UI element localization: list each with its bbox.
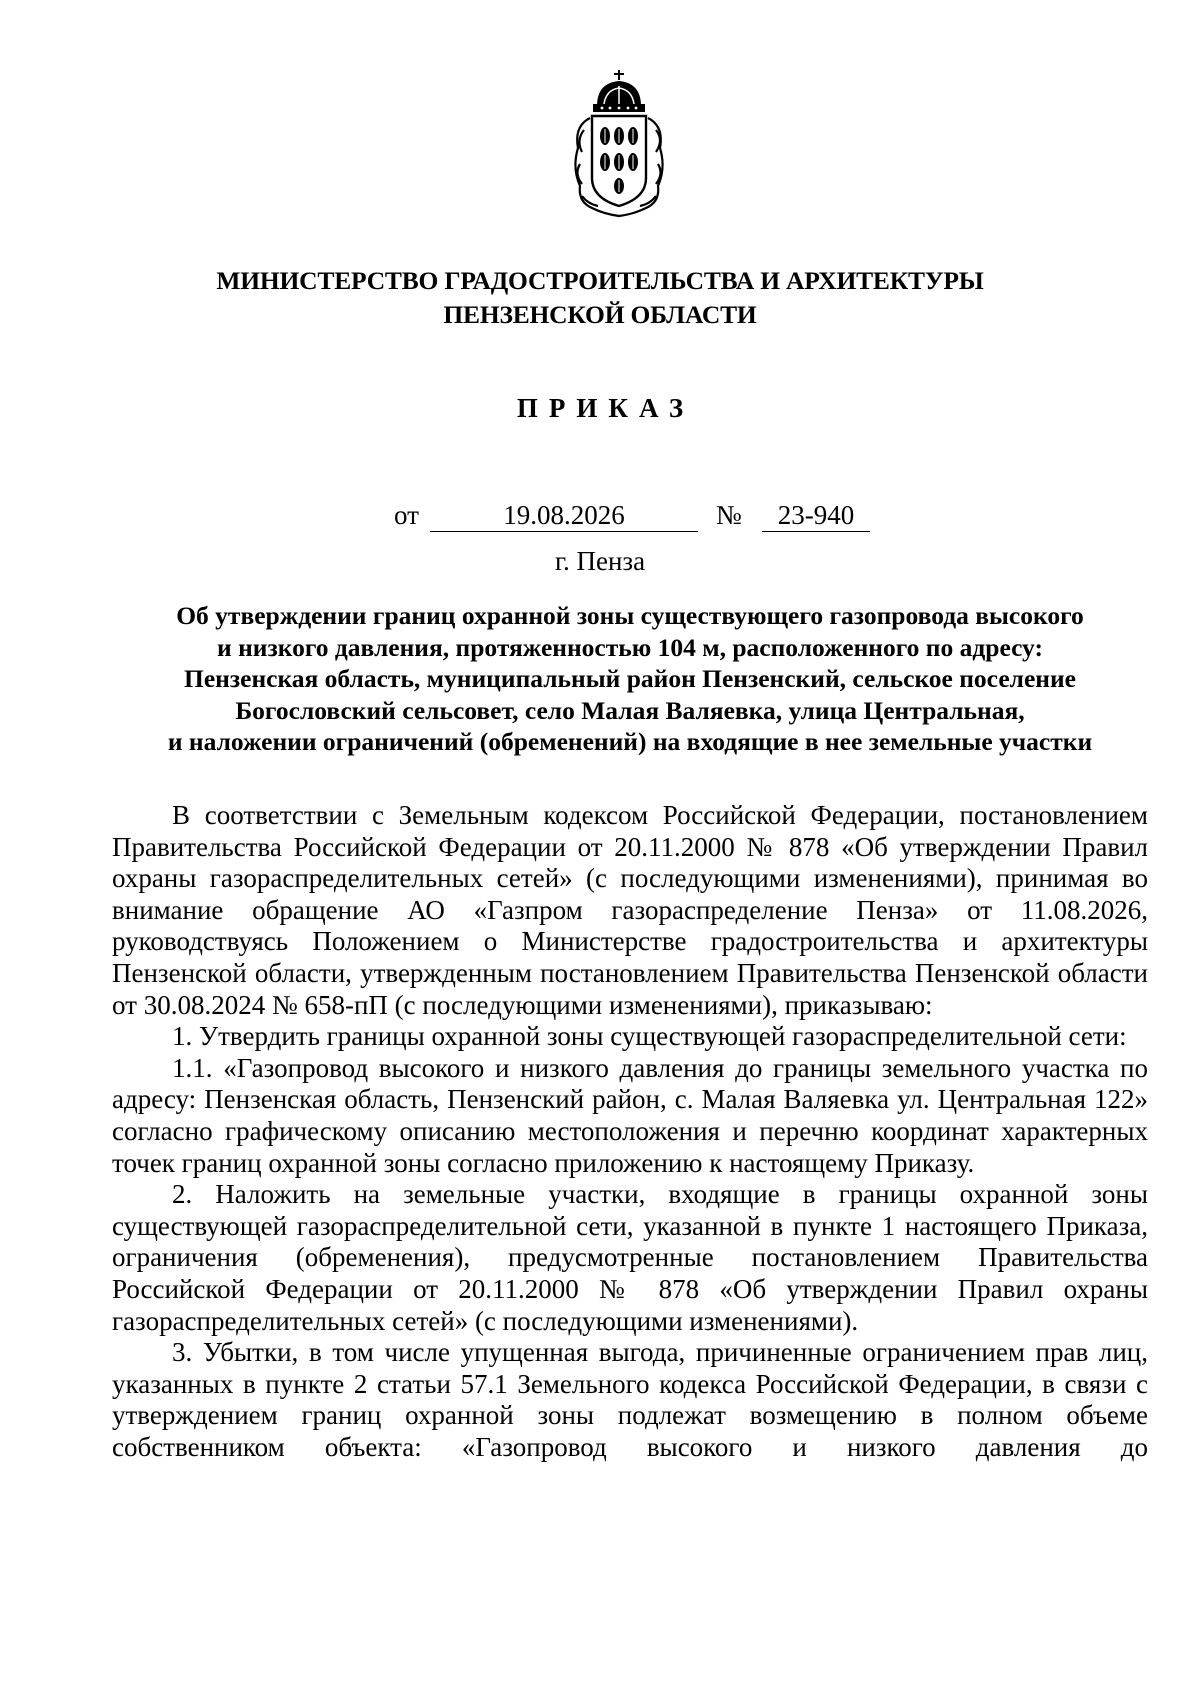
- document-type-title: ПРИКАЗ: [516, 393, 695, 423]
- document-subject: [112, 600, 1148, 758]
- date-label: от: [394, 500, 419, 530]
- body-paragraph-item-3: 3. Убытки, в том числе упущенная выгода, причиненные ограничением прав лиц, указанных в пункте 2 статьи 57.1 Земельного кодекса Российской Федерации, в связи с утверждением границ охранной зоны подлежат возмещению в полном объеме собственником объекта: «Газопровод высокого и низкого давления до: [112, 1337, 1148, 1462]
- body-paragraph-preamble: В соответствии с Земельным кодексом Российской Федерации, постановлением Правительства Российской Федерации от 20.11.2000 № 878 «Об утверждении Правил охраны газораспределительных сетей» (с последующими изменениями), принимая во внимание обращение АО «Газпром газораспределение Пенза» от 11.08.2026, руководствуясь Положением о Министерстве градостроительства и архитектуры Пензенской области, утвержденным постановлением Правительства Пензенской области от 30.08.2024 № 658-пП (с последующими изменениями), приказываю:: [112, 800, 1148, 1020]
- ministry-name: [120, 264, 1080, 332]
- subject-line: и низкого давления, протяженностью 104 м, расположенного по адресу:: [217, 632, 1043, 662]
- document-number: 23-940: [762, 498, 870, 532]
- subject-line: Богословский сельсовет, село Малая Валяевка, улица Центральная,: [235, 695, 1025, 725]
- ministry-name-line-1: МИНИСТЕРСТВО ГРАДОСТРОИТЕЛЬСТВА И АРХИТЕКТУРЫ: [216, 266, 984, 295]
- subject-line: и наложении ограничений (обременений) на входящие в нее земельные участки: [167, 727, 1093, 756]
- number-label: №: [716, 500, 742, 530]
- ministry-name-line-2: ПЕНЗЕНСКОЙ ОБЛАСТИ: [443, 300, 757, 329]
- coat-of-arms-emblem: [568, 68, 670, 218]
- body-paragraph-item-1: 1. Утвердить границы охранной зоны существующей газораспределительной сети:: [172, 1021, 1127, 1052]
- document-body: [112, 800, 1148, 1463]
- subject-line: Пензенская область, муниципальный район Пензенский, сельское поселение: [184, 664, 1076, 693]
- subject-line: Об утверждении границ охранной зоны существующего газопровода высокого: [176, 601, 1084, 630]
- body-paragraph-item-2: 2. Наложить на земельные участки, входящие в границы охранной зоны существующей газораспределительной сети, указанной в пункте 1 настоящего Приказа, ограничения (обременения), предусмотренные постановлением Правительства Российской Федерации от 20.11.2000 № 878 «Об утверждении Правил охраны газораспределительных сетей» (с последующими изменениями).: [112, 1179, 1148, 1336]
- document-city: г. Пенза: [554, 546, 646, 576]
- body-paragraph-item-1-1: 1.1. «Газопровод высокого и низкого давления до границы земельного участка по адресу: Пензенская область, Пензенский район, с. Малая Валяевка ул. Центральная 122» согласно графическому описанию местоположения и перечню координат характерных точек границ охранной зоны согласно приложению к настоящему Приказу.: [112, 1052, 1148, 1178]
- document-date: 19.08.2026: [430, 498, 698, 532]
